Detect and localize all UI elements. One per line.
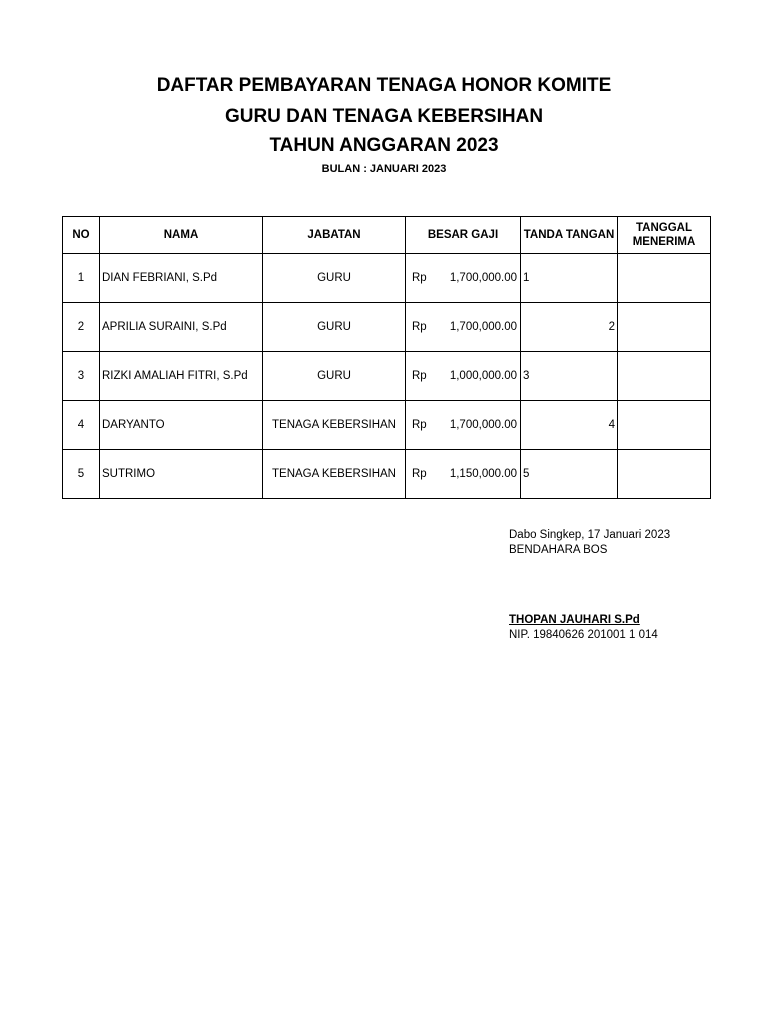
row-nama: SUTRIMO [100, 450, 263, 499]
table-header-row [63, 217, 711, 254]
table-row [63, 352, 711, 401]
row-currency: Rp [412, 321, 427, 333]
table-row [63, 303, 711, 352]
row-tanda-tangan: 4 [521, 401, 618, 450]
table-row [63, 401, 711, 450]
signature-role: BENDAHARA BOS [509, 544, 608, 556]
row-tanggal-menerima [618, 303, 711, 352]
document-title: DAFTAR PEMBAYARAN TENAGA HONOR KOMITE [156, 75, 612, 96]
row-no: 5 [63, 450, 100, 499]
row-besar-gaji [406, 254, 521, 303]
row-besar-gaji [406, 303, 521, 352]
table-row [63, 254, 711, 303]
row-tanda-tangan: 3 [521, 352, 618, 401]
row-tanggal-menerima [618, 450, 711, 499]
row-nama: RIZKI AMALIAH FITRI, S.Pd [100, 352, 263, 401]
row-besar-gaji [406, 352, 521, 401]
row-no: 2 [63, 303, 100, 352]
row-tanda-tangan: 5 [521, 450, 618, 499]
row-amount: 1,150,000.00 [449, 468, 517, 480]
payment-table [62, 216, 711, 499]
month-label: BULAN : JANUARI 2023 [321, 163, 447, 175]
row-tanda-tangan: 2 [521, 303, 618, 352]
row-tanda-tangan: 1 [521, 254, 618, 303]
row-nama: APRILIA SURAINI, S.Pd [100, 303, 263, 352]
row-currency: Rp [412, 272, 427, 284]
header-besar-gaji: BESAR GAJI [406, 217, 521, 254]
document-title-line3: TAHUN ANGGARAN 2023 [269, 135, 499, 156]
document-title-line2: GURU DAN TENAGA KEBERSIHAN [224, 106, 544, 127]
row-jabatan: GURU [263, 303, 406, 352]
header-nama: NAMA [100, 217, 263, 254]
header-tanda-tangan: TANDA TANGAN [521, 217, 618, 254]
row-amount: 1,700,000.00 [449, 272, 517, 284]
signature-name: THOPAN JAUHARI S.Pd [509, 614, 640, 626]
header-tanggal-menerima: TANGGAL MENERIMA [618, 217, 711, 254]
row-tanggal-menerima [618, 352, 711, 401]
row-no: 1 [63, 254, 100, 303]
row-jabatan: TENAGA KEBERSIHAN [263, 450, 406, 499]
table-row [63, 450, 711, 499]
row-no: 3 [63, 352, 100, 401]
row-amount: 1,700,000.00 [449, 419, 517, 431]
row-amount: 1,700,000.00 [449, 321, 517, 333]
row-besar-gaji [406, 401, 521, 450]
signature-place-date: Dabo Singkep, 17 Januari 2023 [509, 529, 671, 541]
row-no: 4 [63, 401, 100, 450]
row-amount: 1,000,000.00 [449, 370, 517, 382]
row-nama: DARYANTO [100, 401, 263, 450]
row-tanggal-menerima [618, 254, 711, 303]
row-currency: Rp [412, 370, 427, 382]
signature-nip: NIP. 19840626 201001 1 014 [509, 629, 658, 641]
row-currency: Rp [412, 468, 427, 480]
header-jabatan: JABATAN [263, 217, 406, 254]
row-jabatan: GURU [263, 352, 406, 401]
row-besar-gaji [406, 450, 521, 499]
header-no: NO [63, 217, 100, 254]
row-currency: Rp [412, 419, 427, 431]
row-nama: DIAN FEBRIANI, S.Pd [100, 254, 263, 303]
row-jabatan: GURU [263, 254, 406, 303]
row-jabatan: TENAGA KEBERSIHAN [263, 401, 406, 450]
row-tanggal-menerima [618, 401, 711, 450]
